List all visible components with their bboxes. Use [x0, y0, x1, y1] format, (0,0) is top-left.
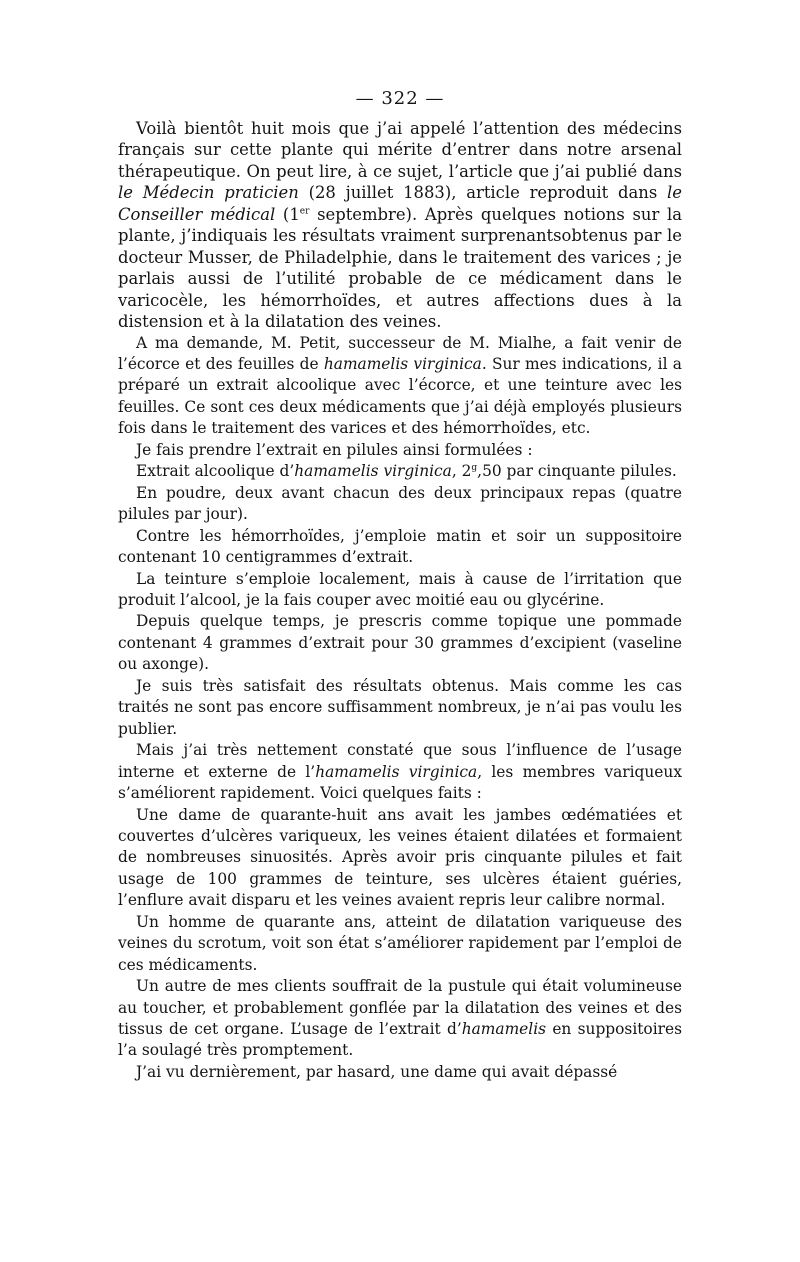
book-page	[118, 88, 682, 1178]
paragraph: Contre les hémorrhoïdes, j’emploie matin et soir un suppositoire contenant 10 centigrammes d’extrait.	[118, 526, 682, 567]
page-number: — 322 —	[355, 88, 445, 109]
paragraph: Un homme de quarante ans, atteint de dilatation variqueuse des veines du scrotum, voit son état s’améliorer rapidement par l’emploi de ces médicaments.	[118, 912, 682, 974]
paragraph: Je fais prendre l’extrait en pilules ainsi formulées :	[136, 440, 533, 459]
paragraph: Depuis quelque temps, je prescris comme topique une pommade contenant 4 grammes d’extrait pour 30 grammes d’excipient (vaseline ou axonge).	[118, 612, 682, 674]
paragraph: Extrait alcoolique d’hamamelis virginica, 2$^g$,50 par cinquante pilules.	[136, 462, 677, 481]
paragraph: La teinture s’emploie localement, mais à cause de l’irritation que produit l’alcool, je la fais couper avec moitié eau ou glycérine.	[118, 569, 682, 609]
paragraph: Un autre de mes clients souffrait de la pustule qui était volumineuse au toucher, et probablement gonflée par la dilatation des veines et des tissus de cet organe. L’usage de l’extrait d’hamamelis en suppositoires l’a soulagé très promptement.	[118, 977, 682, 1060]
paragraph: Voilà bientôt huit mois que j’ai appelé l’attention des médecins français sur cette plante qui mérite d’entrer dans notre arsenal thérapeutique. On peut lire, à ce sujet, l’article que j’ai publié dans le Médecin praticien (28 juillet 1883), article reproduit dans le Conseiller médical (1er septembre). Après quelques notions sur la plante, j’indiquais les résultats vraiment surprenantsobtenus par le docteur Musser, de Philadelphie, dans le traitement des varices ; je parlais aussi de l’utilité probable de ce médicament dans le varicocèle, les hémorrhoïdes, et autres affections dues à la distension et à la dilatation des veines.	[118, 119, 682, 332]
paragraph: Une dame de quarante-huit ans avait les jambes œdématiées et couvertes d’ulcères variqueux, les veines étaient dilatées et formaient de nombreuses sinuosités. Après avoir pris cinquante pilules et fait usage de 100 grammes de teinture, ses ulcères étaient guéries, l’enflure avait disparu et les veines avaient repris leur calibre normal.	[118, 805, 682, 910]
paragraph: Je suis très satisfait des résultats obtenus. Mais comme les cas traités ne sont pas encore suffisamment nombreux, je n’ai pas voulu les publier.	[118, 676, 682, 738]
body-text	[118, 118, 682, 1083]
paragraph: En poudre, deux avant chacun des deux principaux repas (quatre pilules par jour).	[118, 483, 682, 524]
paragraph: J’ai vu dernièrement, par hasard, une dame qui avait dépassé	[136, 1062, 618, 1081]
paragraph: A ma demande, M. Petit, successeur de M. Mialhe, a fait venir de l’écorce et des feuilles de hamamelis virginica. Sur mes indications, il a préparé un extrait alcoolique avec l’écorce, et une teinture avec les feuilles. Ce sont ces deux médicaments que j’ai déjà employés plusieurs fois dans le traitement des varices et des hémorrhoïdes, etc.	[118, 333, 682, 438]
paragraph: Mais j’ai très nettement constaté que sous l’influence de l’usage interne et externe de l’hamamelis virginica, les membres variqueux s’améliorent rapidement. Voici quelques faits :	[118, 741, 682, 803]
